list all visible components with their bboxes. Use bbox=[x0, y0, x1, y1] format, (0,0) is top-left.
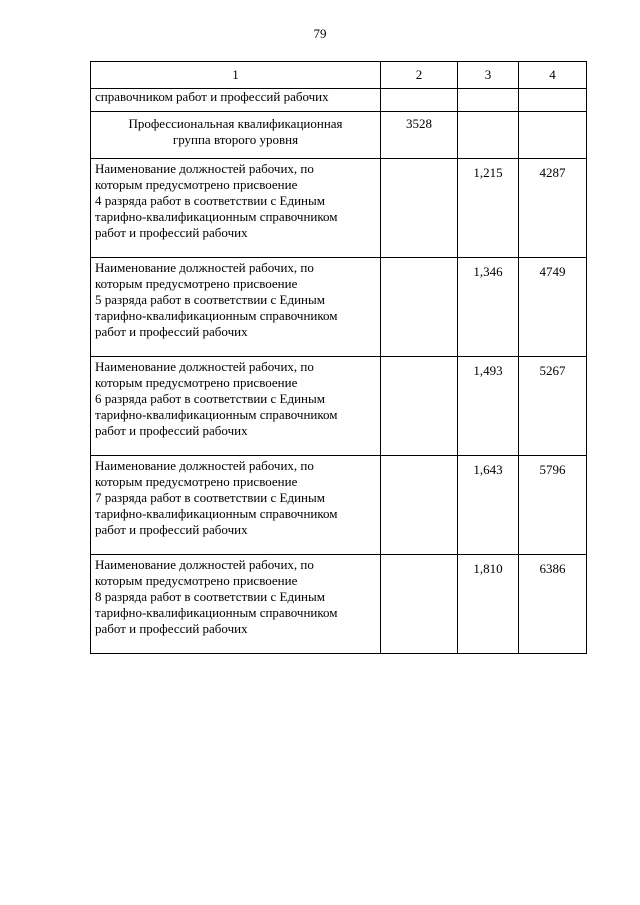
empty-cell bbox=[519, 89, 587, 112]
salary-cell: 6386 bbox=[519, 555, 587, 654]
description-line: 7 разряда работ в соответствии с Единым bbox=[95, 490, 325, 505]
header-cell-1: 1 bbox=[91, 62, 381, 89]
description-line: тарифно-квалификационным справочником bbox=[95, 605, 338, 620]
header-cell-4: 4 bbox=[519, 62, 587, 89]
continuation-text: справочником работ и профессий рабочих bbox=[91, 89, 381, 112]
description-line: 5 разряда работ в соответствии с Единым bbox=[95, 292, 325, 307]
position-description bbox=[91, 555, 381, 654]
description-line: которым предусмотрено присвоение bbox=[95, 573, 298, 588]
group-title bbox=[91, 112, 381, 159]
salary-cell: 5267 bbox=[519, 357, 587, 456]
empty-cell bbox=[381, 159, 458, 258]
description-line: работ и профессий рабочих bbox=[95, 621, 248, 636]
description-line: работ и профессий рабочих bbox=[95, 225, 248, 240]
table-row bbox=[91, 258, 587, 357]
salary-cell: 4749 bbox=[519, 258, 587, 357]
description-line: Наименование должностей рабочих, по bbox=[95, 260, 314, 275]
group-base-value: 3528 bbox=[381, 112, 458, 159]
description-line: которым предусмотрено присвоение bbox=[95, 375, 298, 390]
position-description bbox=[91, 357, 381, 456]
description-line: 8 разряда работ в соответствии с Единым bbox=[95, 589, 325, 604]
table-row bbox=[91, 159, 587, 258]
group-row bbox=[91, 112, 587, 159]
coefficient-cell: 1,643 bbox=[458, 456, 519, 555]
table-row bbox=[91, 456, 587, 555]
description-line: Наименование должностей рабочих, по bbox=[95, 557, 314, 572]
description-line: работ и профессий рабочих bbox=[95, 324, 248, 339]
description-line: работ и профессий рабочих bbox=[95, 423, 248, 438]
empty-cell bbox=[458, 89, 519, 112]
description-line: 6 разряда работ в соответствии с Единым bbox=[95, 391, 325, 406]
position-description bbox=[91, 258, 381, 357]
empty-cell bbox=[381, 258, 458, 357]
salary-table bbox=[90, 61, 587, 654]
description-line: Наименование должностей рабочих, по bbox=[95, 359, 314, 374]
description-line: Наименование должностей рабочих, по bbox=[95, 458, 314, 473]
page-number: 79 bbox=[313, 26, 327, 41]
description-line: которым предусмотрено присвоение bbox=[95, 474, 298, 489]
description-line: тарифно-квалификационным справочником bbox=[95, 506, 338, 521]
empty-cell bbox=[381, 89, 458, 112]
description-line: 4 разряда работ в соответствии с Единым bbox=[95, 193, 325, 208]
description-line: тарифно-квалификационным справочником bbox=[95, 308, 338, 323]
group-title-line: группа второго уровня bbox=[172, 132, 299, 147]
salary-cell: 5796 bbox=[519, 456, 587, 555]
description-line: которым предусмотрено присвоение bbox=[95, 177, 298, 192]
description-line: тарифно-квалификационным справочником bbox=[95, 209, 338, 224]
table-header-row bbox=[91, 62, 587, 89]
coefficient-cell: 1,493 bbox=[458, 357, 519, 456]
empty-cell bbox=[519, 112, 587, 159]
continuation-row bbox=[91, 89, 587, 112]
position-description bbox=[91, 456, 381, 555]
empty-cell bbox=[381, 456, 458, 555]
description-line: тарифно-квалификационным справочником bbox=[95, 407, 338, 422]
salary-cell: 4287 bbox=[519, 159, 587, 258]
description-line: Наименование должностей рабочих, по bbox=[95, 161, 314, 176]
data-rows bbox=[91, 159, 587, 654]
empty-cell bbox=[381, 555, 458, 654]
coefficient-cell: 1,346 bbox=[458, 258, 519, 357]
group-title-line: Профессиональная квалификационная bbox=[128, 116, 343, 131]
empty-cell bbox=[381, 357, 458, 456]
description-line: работ и профессий рабочих bbox=[95, 522, 248, 537]
empty-cell bbox=[458, 112, 519, 159]
header-cell-2: 2 bbox=[381, 62, 458, 89]
coefficient-cell: 1,810 bbox=[458, 555, 519, 654]
table-row bbox=[91, 357, 587, 456]
coefficient-cell: 1,215 bbox=[458, 159, 519, 258]
description-line: которым предусмотрено присвоение bbox=[95, 276, 298, 291]
position-description bbox=[91, 159, 381, 258]
table-row bbox=[91, 555, 587, 654]
header-cell-3: 3 bbox=[458, 62, 519, 89]
